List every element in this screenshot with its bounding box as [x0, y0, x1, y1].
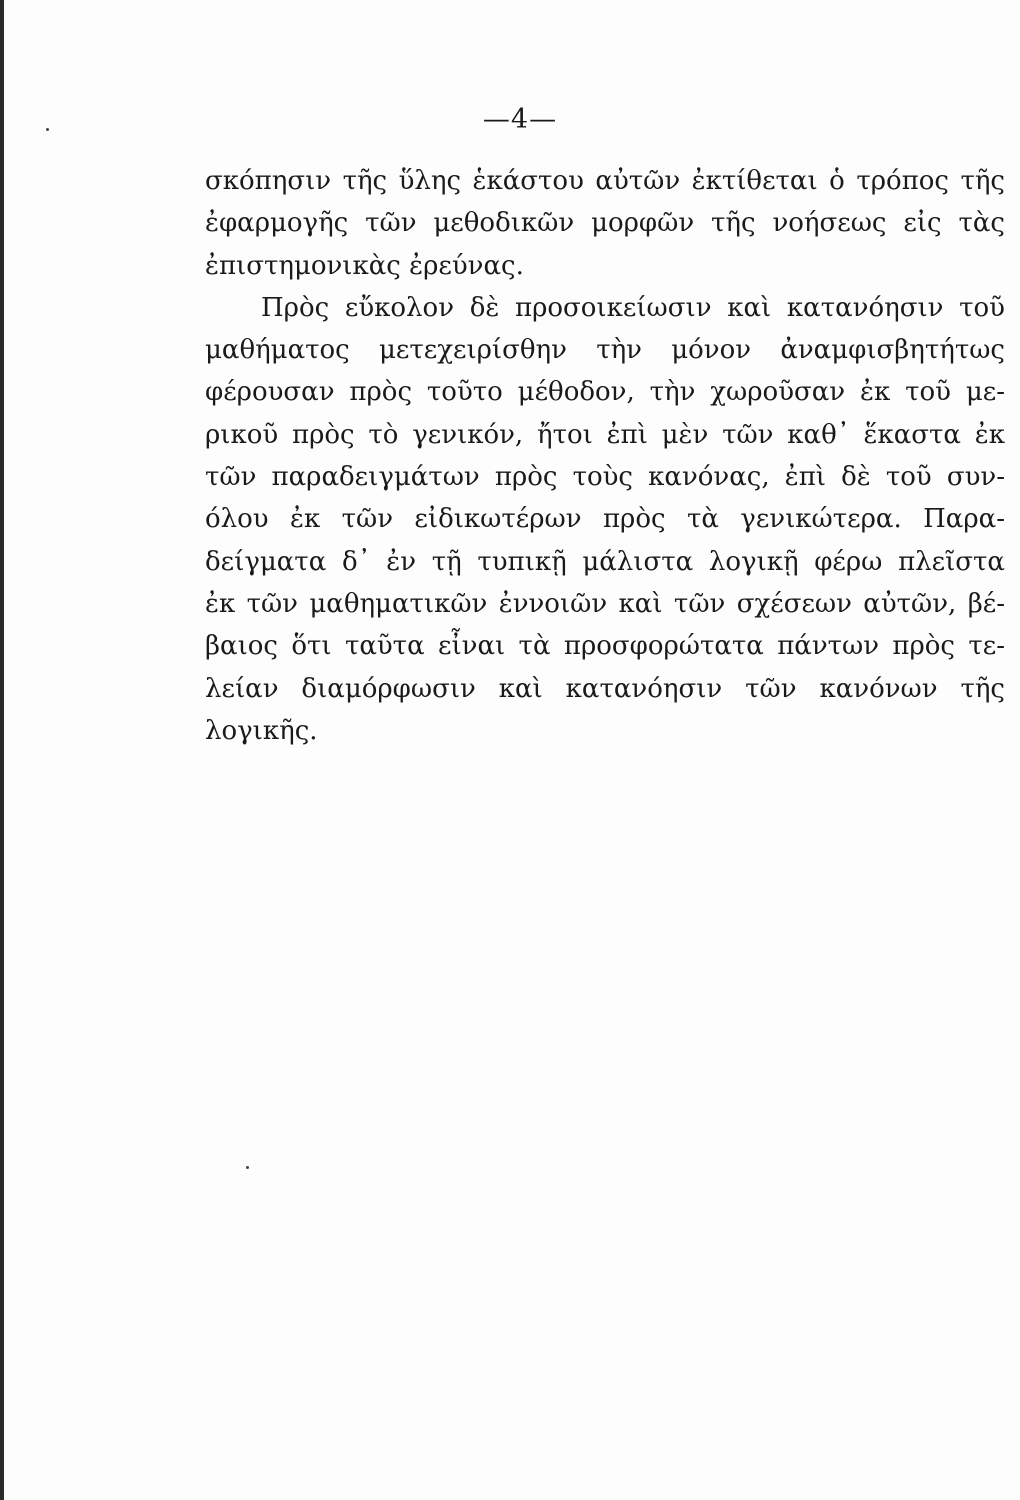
text-line: σκόπησιν τῆς ὕλης ἑκάστου αὐτῶν ἐκτίθεται ὁ τρόπος τῆς	[205, 166, 1005, 196]
text-line: Πρὸς εὔκολον δὲ προσοικείωσιν καὶ κατανόησιν τοῦ	[261, 292, 1005, 323]
paragraph-2	[205, 287, 1005, 752]
text-line: λογικῆς.	[205, 715, 318, 746]
text-line: τῶν παραδειγμάτων πρὸς τοὺς κανόνας, ἐπὶ δὲ τοῦ συν-	[205, 462, 1005, 493]
page-number: —4—	[482, 104, 558, 135]
scan-speck	[246, 1166, 249, 1169]
text-line: φέρουσαν πρὸς τοῦτο μέθοδον, τὴν χωροῦσαν ἐκ τοῦ με-	[205, 377, 1005, 408]
paragraph-1	[205, 160, 1005, 287]
text-line: βαιος ὅτι ταῦτα εἶναι τὰ προσφορώτατα πάντων πρὸς τε-	[205, 631, 1005, 662]
text-line: ἐκ τῶν μαθηματικῶν ἐννοιῶν καὶ τῶν σχέσεων αὐτῶν, βέ-	[205, 588, 1005, 619]
scan-speck	[46, 128, 49, 131]
text-line: όλου ἐκ τῶν εἰδικωτέρων πρὸς τὰ γενικώτερα. Παρα-	[205, 504, 1005, 535]
text-line: δείγματα δ᾽ ἐν τῇ τυπικῇ μάλιστα λογικῇ φέρω πλεῖστα	[205, 546, 1005, 577]
scan-edge-shadow	[0, 0, 4, 1500]
text-line: μαθήματος μετεχειρίσθην τὴν μόνον ἀναμφισβητήτως	[205, 335, 1005, 366]
text-line: ἐφαρμογῆς τῶν μεθοδικῶν μορφῶν τῆς νοήσεως εἰς τὰς	[205, 208, 1005, 239]
text-line: λείαν διαμόρφωσιν καὶ κατανόησιν τῶν κανόνων τῆς	[205, 673, 1005, 704]
text-line: ἐπιστημονικὰς ἐρεύνας.	[205, 250, 524, 281]
body-text	[205, 160, 1005, 752]
text-line: ρικοῦ πρὸς τὸ γενικόν, ἤτοι ἐπὶ μὲν τῶν καθ᾽ ἕκαστα ἐκ	[205, 419, 1005, 450]
